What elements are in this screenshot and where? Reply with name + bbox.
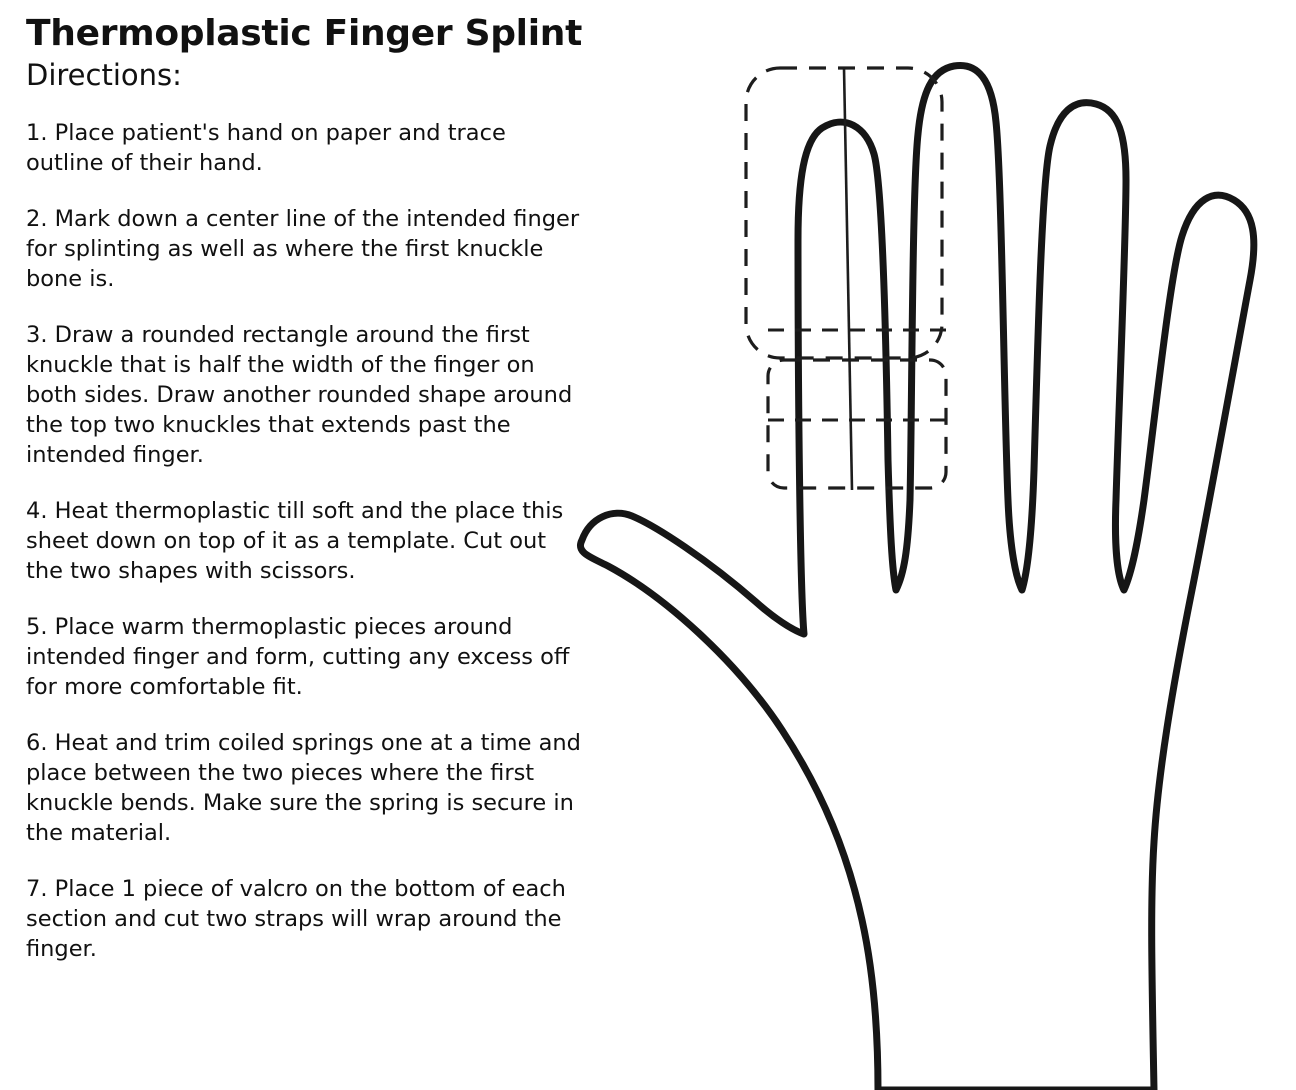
finger-center-line [844, 68, 852, 490]
instruction-step-4: 4. Heat thermoplastic till soft and the place this sheet down on top of it as a template. Cut out the two shapes with scissors. [26, 498, 564, 584]
directions-heading: Directions: [26, 58, 182, 92]
hand-outline-path [580, 65, 1253, 1090]
page-title: Thermoplastic Finger Splint [26, 13, 582, 54]
hand-diagram-svg [560, 30, 1296, 1090]
instruction-step-1: 1. Place patient's hand on paper and trace outline of their hand. [26, 120, 506, 176]
hand-diagram [560, 30, 1296, 1090]
instruction-step-2: 2. Mark down a center line of the intended finger for splinting as well as where the first knuckle bone is. [26, 206, 580, 292]
lower-splint-template [768, 360, 946, 488]
instruction-step-7: 7. Place 1 piece of valcro on the bottom of each section and cut two straps will wrap around the finger. [26, 876, 566, 962]
instruction-step-6: 6. Heat and trim coiled springs one at a time and place between the two pieces where the first knuckle bends. Make sure the spring is secure in the material. [26, 730, 581, 846]
instruction-step-3: 3. Draw a rounded rectangle around the first knuckle that is half the width of the finger on both sides. Draw another rounded shape around the top two knuckles that extends past the intended finger. [26, 322, 573, 468]
instructions-column [26, 12, 596, 964]
instruction-step-5: 5. Place warm thermoplastic pieces around intended finger and form, cutting any excess off for more comfortable fit. [26, 614, 570, 700]
